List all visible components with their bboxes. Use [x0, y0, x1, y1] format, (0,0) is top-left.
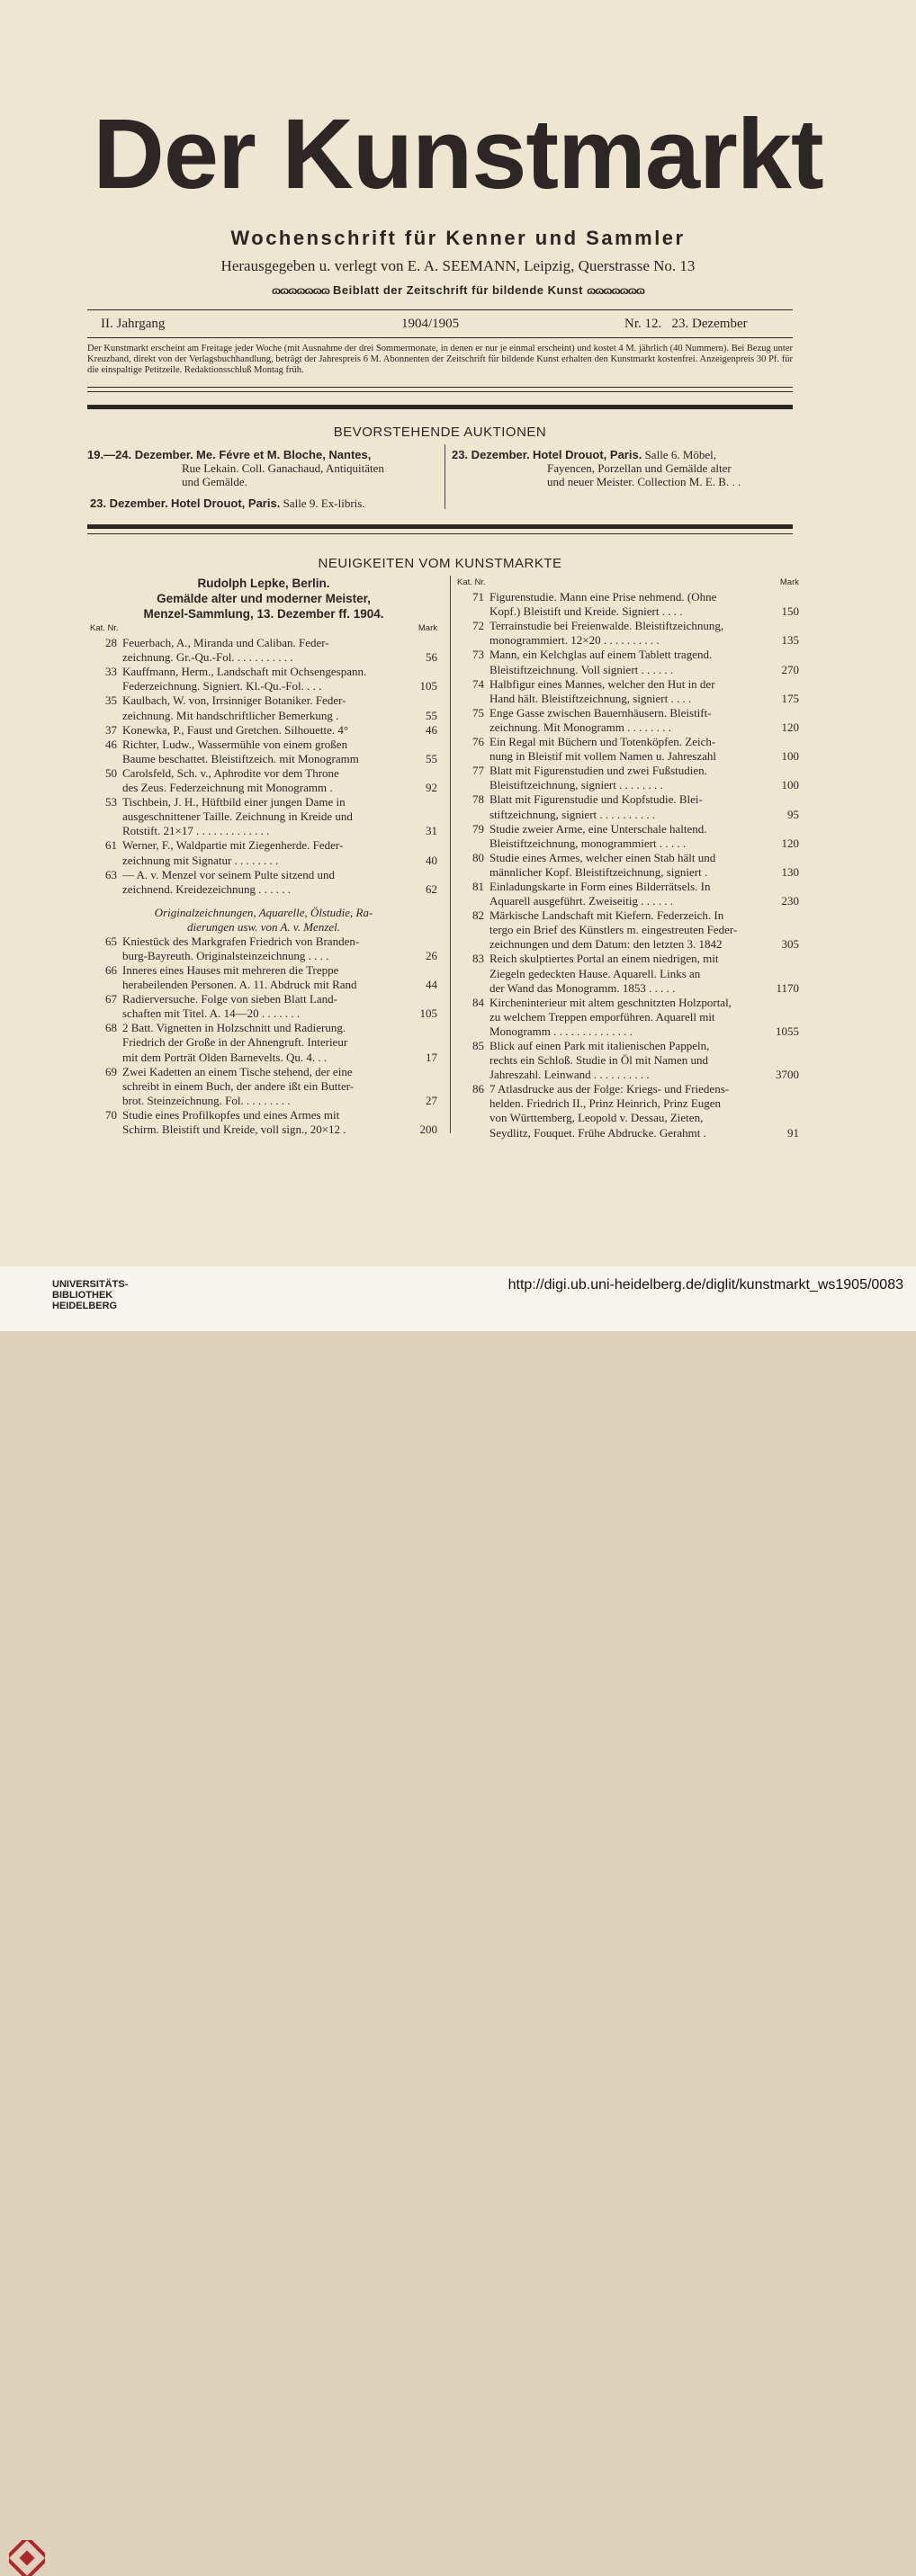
catalog-text: Aquarell ausgeführt. Zweiseitig . . . . . . — [489, 894, 673, 908]
catalog-line — [457, 764, 799, 778]
catalog-line — [457, 778, 799, 792]
auction-entry — [87, 448, 438, 488]
catalog-line — [90, 1035, 437, 1050]
catalog-text: Hand hält. Bleistiftzeichnung, signiert . . . . — [489, 691, 692, 705]
catalog-number: 85 — [472, 1039, 484, 1052]
column-labels — [90, 622, 437, 636]
catalog-price: 1055 — [776, 1024, 799, 1038]
catalog-text: Feuerbach, A., Miranda und Caliban. Feder- — [122, 636, 329, 650]
catalog-line — [90, 1051, 437, 1065]
catalog-text: Mann, ein Kelchglas auf einem Tablett tragend. — [489, 648, 713, 662]
catalog-text: Blick auf einen Park mit italienischen Pappeln, — [489, 1039, 710, 1052]
masthead-title: Der Kunstmarkt — [93, 99, 823, 210]
auction-detail: Salle 6. Möbel, — [644, 448, 717, 461]
rule — [87, 309, 793, 310]
catalog-price: 46 — [426, 722, 437, 737]
catalog-line — [457, 937, 799, 952]
catalog-price: 56 — [426, 650, 437, 665]
issue-years: 1904/1905 — [401, 317, 460, 331]
subheading: dierungen usw. von A. v. Menzel. — [186, 919, 341, 934]
catalog-text: zeichnungen und dem Datum: den letzten 3. 1842 — [489, 937, 723, 952]
catalog-text: Terrainstudie bei Freienwalde. Bleistiftzeichnung, — [489, 619, 724, 633]
news-left-column — [90, 576, 437, 1137]
catalog-price: 100 — [781, 749, 799, 764]
sale-title: Menzel-Sammlung, 13. Dezember ff. 1904. — [143, 607, 384, 621]
catalog-line — [457, 967, 799, 981]
catalog-price: 135 — [781, 633, 799, 648]
catalog-line — [457, 981, 799, 996]
catalog-price: 105 — [419, 1006, 437, 1021]
catalog-text: Kauffmann, Herm., Landschaft mit Ochsengespann. — [122, 665, 367, 679]
masthead-subtitle: Wochenschrift für Kenner und Sammler — [230, 227, 686, 249]
katnr-label: Kat. Nr. — [90, 623, 119, 633]
catalog-price: 130 — [781, 864, 799, 879]
catalog-text: Baume beschattet. Bleistiftzeich. mit Monogramm — [122, 751, 359, 765]
catalog-text: Bleistiftzeichnung, monogrammiert . . . . . — [489, 836, 687, 850]
catalog-line — [457, 706, 799, 720]
catalog-text: zeichnung. Mit Monogramm . . . . . . . . — [489, 720, 671, 734]
auction-detail: Fayencen, Porzellan und Gemälde alter — [547, 461, 732, 475]
auction-date: 23. Dezember. — [452, 448, 530, 461]
masthead-publisher: Herausgegeben u. verlegt von E. A. SEEMANN, Leipzig, Querstrasse No. 13 — [220, 257, 696, 274]
catalog-line — [457, 894, 799, 908]
catalog-line — [457, 604, 799, 619]
catalog-number: 53 — [105, 795, 117, 809]
beiblatt-text: Beiblatt der Zeitschrift für bildende Kunst — [333, 283, 583, 297]
catalog-text: zeichnung. Gr.-Qu.-Fol. . . . . . . . . . . — [122, 650, 293, 665]
catalog-line — [90, 738, 437, 752]
catalog-text: Zwei Kadetten an einem Tische stehend, der eine — [122, 1064, 353, 1078]
catalog-text: herabeilenden Personen. A. 11. Abdruck mit Rand — [122, 978, 357, 992]
catalog-line — [457, 749, 799, 764]
catalog-number: 82 — [472, 908, 484, 923]
catalog-text: — A. v. Menzel vor seinem Pulte sitzend und — [122, 867, 336, 881]
catalog-text: Carolsfeld, Sch. v., Aphrodite vor dem Throne — [122, 765, 339, 780]
catalog-line — [90, 1108, 437, 1123]
catalog-number: 76 — [472, 735, 484, 749]
catalog-line — [457, 633, 799, 648]
news-heading: NEUIGKEITEN VOM KUNSTMARKTE — [318, 556, 562, 571]
catalog-text: der Wand das Monogramm. 1853 . . . . . — [489, 980, 676, 995]
catalog-line — [457, 880, 799, 894]
issue-volume: II. Jahrgang — [101, 317, 166, 331]
catalog-line — [457, 1111, 799, 1125]
catalog-number: 86 — [472, 1082, 484, 1096]
scanned-page — [0, 0, 916, 1266]
catalog-line — [90, 636, 437, 650]
library-name — [52, 1279, 128, 1311]
catalog-line — [457, 996, 799, 1010]
catalog-text: Blatt mit Figurenstudie und Kopfstudie. Blei- — [489, 792, 703, 807]
catalog-number: 66 — [105, 962, 117, 977]
catalog-text: schreibt in einem Buch, der andere ißt ein Butter- — [122, 1078, 355, 1093]
catalog-line — [457, 923, 799, 937]
catalog-text: zeichnung mit Signatur . . . . . . . . — [122, 853, 279, 867]
auction-detail: Salle 9. Ex-libris. — [283, 496, 365, 510]
catalog-text: Kopf.) Bleistift und Kreide. Signiert . . . . — [489, 604, 683, 619]
catalog-price: 105 — [419, 679, 437, 693]
catalog-line — [90, 1006, 437, 1021]
catalog-line — [90, 824, 437, 838]
catalog-line — [90, 709, 437, 723]
catalog-number: 50 — [105, 765, 117, 780]
catalog-line — [90, 809, 437, 824]
auction-house: Hotel Drouot, Paris. — [170, 496, 281, 510]
catalog-text: 2 Batt. Vignetten in Holzschnitt und Radierung. — [122, 1021, 346, 1035]
catalog-text: Schirm. Bleistift und Kreide, voll sign., 20×12 . — [122, 1123, 346, 1136]
catalog-number: 70 — [105, 1107, 117, 1122]
catalog-price: 200 — [419, 1123, 437, 1136]
catalog-price: 92 — [426, 781, 437, 795]
catalog-price: 91 — [787, 1125, 799, 1140]
catalog-text: helden. Friedrich II., Prinz Heinrich, Prinz Eugen — [489, 1096, 722, 1111]
catalog-text: Halbfigur eines Mannes, welcher den Hut in der — [489, 676, 715, 691]
issue-number-date: Nr. 12. 23. Dezember — [624, 317, 748, 331]
catalog-line — [457, 851, 799, 865]
catalog-line — [457, 677, 799, 692]
catalog-price: 3700 — [776, 1068, 799, 1082]
catalog-number: 28 — [105, 636, 117, 650]
catalog-text: Studie eines Profilkopfes und eines Armes mit — [122, 1107, 340, 1122]
subheading: Originalzeichnungen, Aquarelle, Ölstudie, Ra- — [154, 905, 373, 919]
catalog-line — [90, 795, 437, 809]
catalog-text: zu welchem Treppen emporführen. Aquarell mit — [489, 1009, 715, 1024]
catalog-line — [457, 590, 799, 604]
ornament-left: ɷɷɷɷɷɷɷ — [271, 284, 329, 297]
catalog-line — [457, 808, 799, 822]
catalog-number: 79 — [472, 821, 484, 836]
catalog-text: Reich skulptiertes Portal an einem niedrigen, mit — [489, 952, 719, 966]
catalog-number: 65 — [105, 934, 117, 948]
catalog-number: 83 — [472, 952, 484, 966]
catalog-text: Märkische Landschaft mit Kiefern. Federzeich. In — [489, 908, 724, 923]
catalog-line — [457, 1039, 799, 1053]
mark-label: Mark — [418, 623, 437, 633]
catalog-number: 67 — [105, 992, 117, 1006]
catalog-number: 73 — [472, 648, 484, 662]
catalog-text: Werner, F., Waldpartie mit Ziegenherde. Feder- — [122, 838, 344, 853]
auction-house-title: Rudolph Lepke, Berlin. — [197, 577, 330, 590]
catalog-text: Blatt mit Figurenstudien und zwei Fußstudien. — [489, 764, 707, 778]
catalog-number: 75 — [472, 705, 484, 720]
catalog-number: 33 — [105, 665, 117, 679]
sale-title: Gemälde alter und moderner Meister, — [157, 592, 371, 605]
catalog-text: ausgeschnittener Taille. Zeichnung in Kreide und — [122, 809, 353, 824]
thick-rule — [87, 524, 793, 529]
catalog-number: 84 — [472, 995, 484, 1009]
catalog-line — [90, 949, 437, 963]
masthead-beiblatt — [0, 283, 916, 297]
catalog-number: 69 — [105, 1064, 117, 1078]
catalog-text: Richter, Ludw., Wassermühle von einem großen — [122, 737, 348, 751]
catalog-price: 62 — [426, 881, 437, 896]
catalog-line — [457, 663, 799, 677]
catalog-price: 55 — [426, 751, 437, 765]
catalog-number: 72 — [472, 619, 484, 633]
catalog-price: 17 — [426, 1050, 437, 1064]
catalog-number: 74 — [472, 676, 484, 691]
auction-date: 23. Dezember. — [90, 496, 168, 510]
library-name-line: HEIDELBERG — [52, 1301, 118, 1311]
news-right-column — [457, 576, 799, 1140]
auction-detail: und Gemälde. — [182, 475, 247, 488]
catalog-line — [90, 679, 437, 693]
catalog-line — [90, 1021, 437, 1035]
catalog-text: Kaulbach, W. von, Irrsinniger Botaniker. Feder- — [122, 693, 346, 708]
catalog-text: monogrammiert. 12×20 . . . . . . . . . . — [489, 633, 660, 648]
catalog-number: 71 — [472, 590, 484, 604]
catalog-number: 80 — [472, 850, 484, 864]
catalog-text: des Zeus. Federzeichnung mit Monogramm . — [122, 781, 333, 795]
catalog-price: 26 — [426, 948, 437, 962]
catalog-line — [457, 720, 799, 735]
auctions-heading: BEVORSTEHENDE AUKTIONEN — [333, 425, 547, 440]
footer-bar — [0, 1266, 916, 1331]
catalog-text: Federzeichnung. Signiert. Kl.-Qu.-Fol. . . . — [122, 679, 322, 693]
catalog-line — [90, 854, 437, 868]
catalog-text: burg-Bayreuth. Originalsteinzeichnung . . . . — [122, 948, 329, 962]
catalog-number: 77 — [472, 764, 484, 778]
catalog-text: Inneres eines Hauses mit mehreren die Treppe — [122, 962, 339, 977]
mark-label: Mark — [779, 577, 799, 587]
catalog-line — [90, 963, 437, 978]
catalog-price: 1170 — [776, 980, 799, 995]
catalog-line — [90, 882, 437, 897]
catalog-line — [457, 648, 799, 662]
catalog-text: Tischbein, J. H., Hüftbild einer jungen Dame in — [122, 795, 346, 809]
catalog-price: 120 — [781, 720, 799, 734]
thick-rule — [87, 405, 793, 409]
catalog-text: Radierversuche. Folge von sieben Blatt Land- — [122, 992, 337, 1006]
katnr-label: Kat. Nr. — [457, 577, 486, 587]
auction-date: 19.—24. Dezember. — [87, 448, 193, 461]
catalog-text: Rotstift. 21×17 . . . . . . . . . . . . . — [122, 824, 270, 838]
catalog-line — [90, 868, 437, 882]
catalog-price: 27 — [426, 1093, 437, 1107]
catalog-price: 40 — [426, 853, 437, 867]
catalog-text: Studie eines Armes, welcher einen Stab hält und — [489, 850, 716, 864]
catalog-price: 44 — [426, 978, 437, 992]
catalog-number: 68 — [105, 1021, 117, 1035]
catalog-text: Ein Regal mit Büchern und Totenköpfen. Zeich- — [489, 735, 716, 749]
catalog-number: 46 — [105, 737, 117, 751]
source-url[interactable]: http://digi.ub.uni-heidelberg.de/diglit/kunstmarkt_ws1905/0083 — [507, 1277, 903, 1292]
column-divider — [450, 576, 451, 1133]
catalog-line — [90, 935, 437, 949]
catalog-line — [457, 792, 799, 807]
catalog-price: 100 — [781, 778, 799, 792]
catalog-line — [457, 1096, 799, 1111]
auction-entry — [90, 496, 441, 510]
catalog-number: 37 — [105, 722, 117, 737]
catalog-line — [90, 723, 437, 738]
catalog-text: schaften mit Titel. A. 14—20 . . . . . . . — [122, 1006, 301, 1021]
catalog-text: Figurenstudie. Mann eine Prise nehmend. (Ohne — [489, 590, 717, 604]
catalog-text: zeichnend. Kreidezeichnung . . . . . . — [122, 881, 291, 896]
rule — [87, 533, 793, 534]
catalog-line — [457, 822, 799, 836]
catalog-text: zeichnung. Mit handschriftlicher Bemerkung . — [122, 708, 339, 722]
catalog-line — [90, 1094, 437, 1108]
catalog-price: 55 — [426, 708, 437, 722]
catalog-line — [90, 1123, 437, 1137]
catalog-line — [457, 1082, 799, 1096]
catalog-line — [457, 735, 799, 749]
catalog-text: Ziegeln gedeckten Hause. Aquarell. Links an — [489, 966, 701, 980]
rule — [87, 387, 793, 388]
auction-entry — [452, 448, 797, 488]
catalog-line — [90, 650, 437, 665]
catalog-line — [90, 693, 437, 708]
library-logo-icon — [9, 2540, 45, 2576]
catalog-text: Konewka, P., Faust und Gretchen. Silhouette. 4° — [122, 722, 349, 737]
catalog-line — [457, 836, 799, 851]
catalog-text: rechts ein Schloß. Studie in Öl mit Namen und — [489, 1053, 708, 1068]
catalog-text: Jahreszahl. Leinwand . . . . . . . . . . — [489, 1068, 650, 1082]
catalog-line — [90, 766, 437, 781]
catalog-line — [457, 865, 799, 880]
catalog-line — [90, 978, 437, 992]
auction-detail: und neuer Meister. Collection M. E. B. . . — [547, 475, 741, 488]
catalog-number: 81 — [472, 879, 484, 893]
catalog-price: 305 — [781, 937, 799, 952]
catalog-number: 35 — [105, 693, 117, 708]
catalog-text: stiftzeichnung, signiert . . . . . . . . . . — [489, 807, 656, 821]
catalog-line — [457, 1010, 799, 1024]
catalog-text: männlicher Kopf. Bleistiftzeichnung, signiert . — [489, 864, 708, 879]
catalog-line — [457, 952, 799, 966]
rule — [87, 337, 793, 338]
catalog-line — [457, 1053, 799, 1068]
catalog-text: Einladungskarte in Form eines Bilderrätsels. In — [489, 879, 711, 893]
catalog-text: Monogramm . . . . . . . . . . . . . . — [489, 1024, 633, 1038]
catalog-price: 175 — [781, 691, 799, 705]
catalog-text: Enge Gasse zwischen Bauernhäusern. Bleistift- — [489, 705, 712, 720]
library-name-line: UNIVERSITÄTS- — [52, 1279, 129, 1290]
catalog-line — [457, 619, 799, 633]
catalog-line — [90, 838, 437, 853]
library-name-line: BIBLIOTHEK — [52, 1290, 113, 1301]
catalog-line — [457, 908, 799, 923]
catalog-text: Kniestück des Markgrafen Friedrich von Branden- — [122, 934, 360, 948]
catalog-text: nung in Bleistif mit vollem Namen u. Jahreszahl — [489, 749, 717, 764]
catalog-text: tergo ein Brief des Künstlers m. eingestreuten Feder- — [489, 923, 738, 937]
auction-house: Me. Févre et M. Bloche, Nantes, — [196, 448, 372, 461]
catalog-price: 150 — [781, 604, 799, 619]
catalog-text: von Württemberg, Leopold v. Dessau, Zieten, — [489, 1111, 704, 1125]
column-labels — [457, 576, 799, 590]
auction-house: Hotel Drouot, Paris. — [532, 448, 642, 461]
catalog-price: 31 — [426, 824, 437, 838]
catalog-line — [90, 992, 437, 1006]
auction-detail: Rue Lekain. Coll. Ganachaud, Antiquitäten — [182, 461, 384, 475]
catalog-price: 120 — [781, 836, 799, 850]
catalog-line — [457, 1126, 799, 1140]
catalog-line — [90, 781, 437, 795]
rule — [87, 391, 793, 392]
ornament-right: ɷɷɷɷɷɷɷ — [587, 284, 645, 297]
catalog-number: 63 — [105, 867, 117, 881]
catalog-text: Seydlitz, Fouquet. Frühe Abdrucke. Gerahmt . — [489, 1125, 706, 1140]
catalog-text: 7 Atlasdrucke aus der Folge: Kriegs- und Friedens- — [489, 1082, 730, 1096]
catalog-line — [90, 752, 437, 766]
catalog-number: 61 — [105, 838, 117, 853]
catalog-text: Friedrich der Große in der Ahnengruft. Interieur — [122, 1035, 348, 1050]
catalog-line — [457, 1024, 799, 1039]
catalog-line — [457, 692, 799, 706]
catalog-price: 95 — [787, 807, 799, 821]
catalog-text: mit dem Porträt Olden Barnevelts. Qu. 4. . . — [122, 1050, 328, 1064]
catalog-number: 78 — [472, 792, 484, 807]
catalog-line — [457, 1068, 799, 1082]
subscription-notice: Der Kunstmarkt erscheint am Freitage jeder Woche (mit Ausnahme der drei Sommermonate, in denen er nur je einmal erscheint) und kostet 4 M. jährlich (40 Nummern). Bei Bezug unter Kreuzband, direkt von der Verlagsbuchhandlung, beträgt der Jahrespreis 6 M. Abonnenten der Zeitschrift für bildende Kunst erhalten den Kunstmarkt kostenfrei. Anzeigenpreis 30 Pf. für die einspaltige Petitzeile. Redaktionsschluß Montag früh. — [87, 344, 793, 375]
catalog-line — [90, 1079, 437, 1094]
catalog-price: 230 — [781, 894, 799, 908]
catalog-text: brot. Steinzeichnung. Fol. . . . . . . . . — [122, 1093, 291, 1107]
catalog-text: Bleistiftzeichnung. Voll signiert . . . . . . — [489, 662, 674, 676]
catalog-text: Studie zweier Arme, eine Unterschale haltend. — [489, 821, 707, 836]
catalog-price: 270 — [781, 662, 799, 676]
catalog-text: Kircheninterieur mit altem geschnitzten Holzportal, — [489, 995, 732, 1009]
catalog-line — [90, 665, 437, 679]
catalog-line — [90, 1065, 437, 1079]
catalog-text: Bleistiftzeichnung, signiert . . . . . . . . — [489, 778, 663, 792]
